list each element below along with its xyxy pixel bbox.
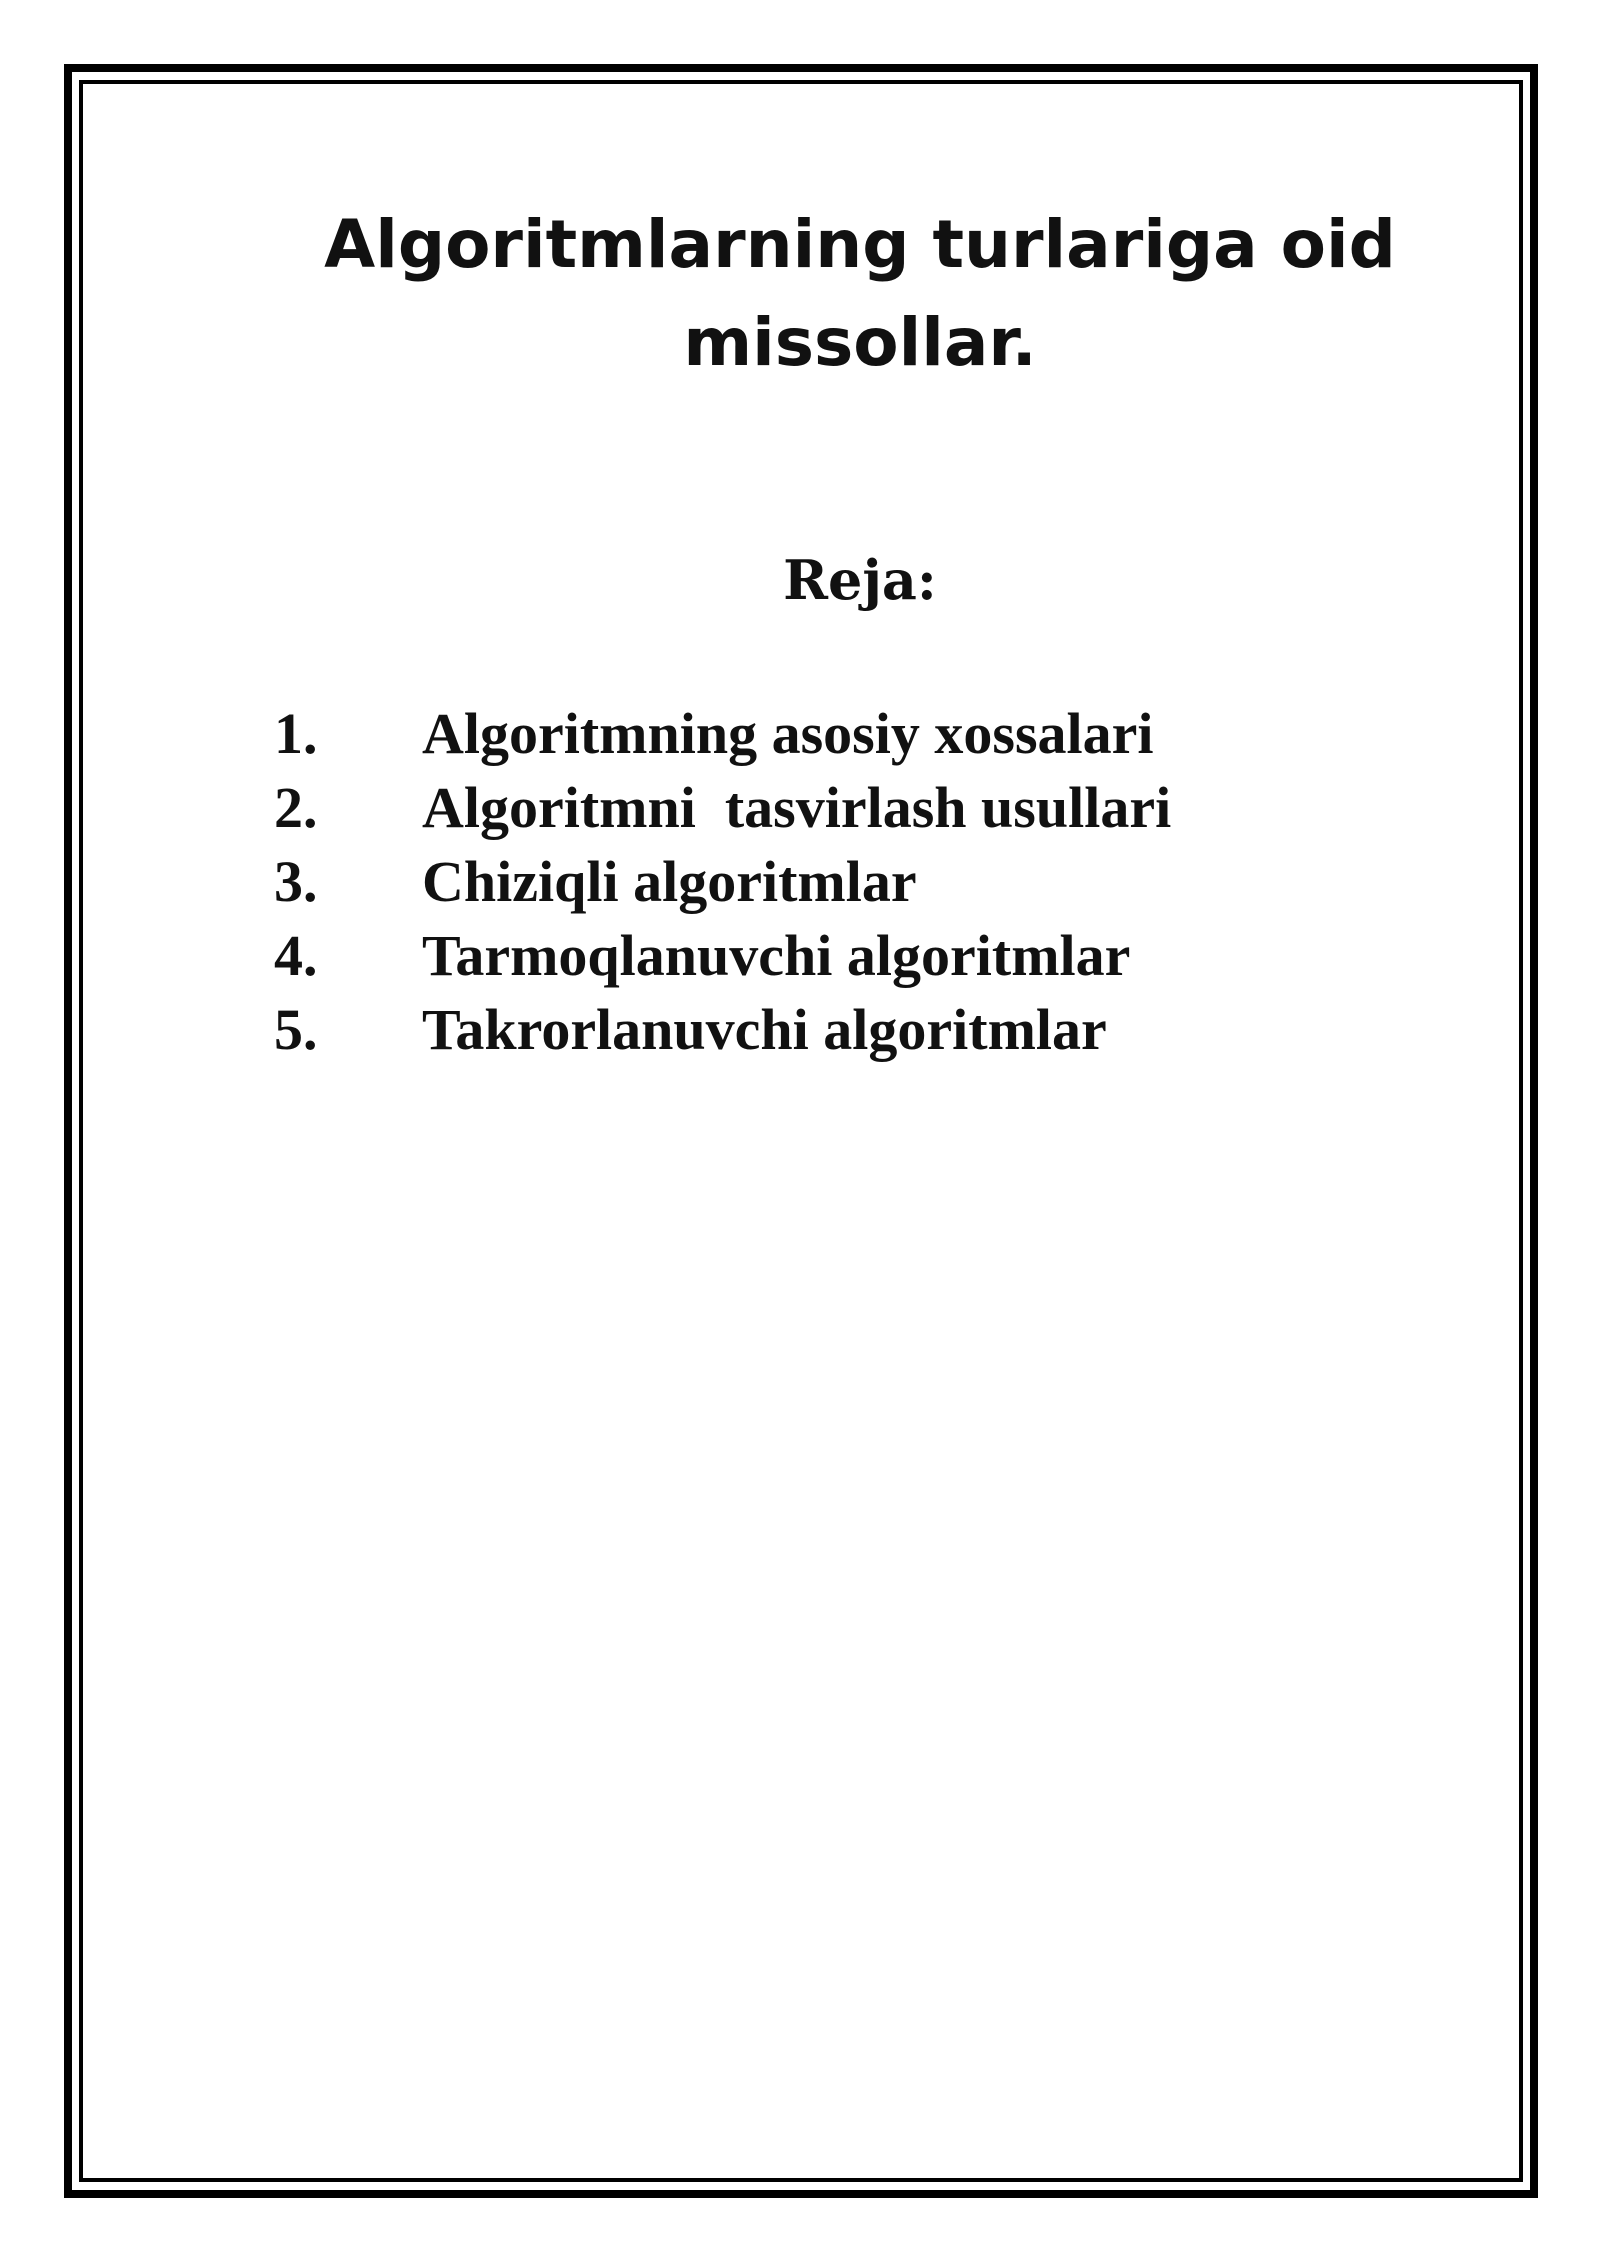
plan-item-text: Algoritmning asosiy xossalari bbox=[422, 701, 1154, 766]
plan-item-text: Chiziqli algoritmlar bbox=[422, 849, 917, 914]
plan-item-number: 1. bbox=[274, 701, 318, 766]
plan-item-text: Algoritmni tasvirlash usullari bbox=[422, 775, 1172, 840]
plan-item bbox=[274, 845, 1171, 919]
plan-item-text: Tarmoqlanuvchi algoritmlar bbox=[422, 923, 1131, 988]
plan-item-number: 5. bbox=[274, 997, 318, 1062]
plan-list bbox=[274, 697, 1171, 1067]
plan-item bbox=[274, 697, 1171, 771]
plan-item-number: 3. bbox=[274, 849, 318, 914]
page-title: Algoritmlarning turlariga oid missollar. bbox=[324, 206, 1396, 381]
plan-item bbox=[274, 771, 1171, 845]
plan-item-number: 4. bbox=[274, 923, 318, 988]
plan-item bbox=[274, 993, 1171, 1067]
plan-heading: Reja: bbox=[783, 548, 937, 612]
plan-item-number: 2. bbox=[274, 775, 318, 840]
page-border-inner bbox=[79, 80, 1523, 2182]
plan-item-text: Takrorlanuvchi algoritmlar bbox=[422, 997, 1107, 1062]
plan-item bbox=[274, 919, 1171, 993]
